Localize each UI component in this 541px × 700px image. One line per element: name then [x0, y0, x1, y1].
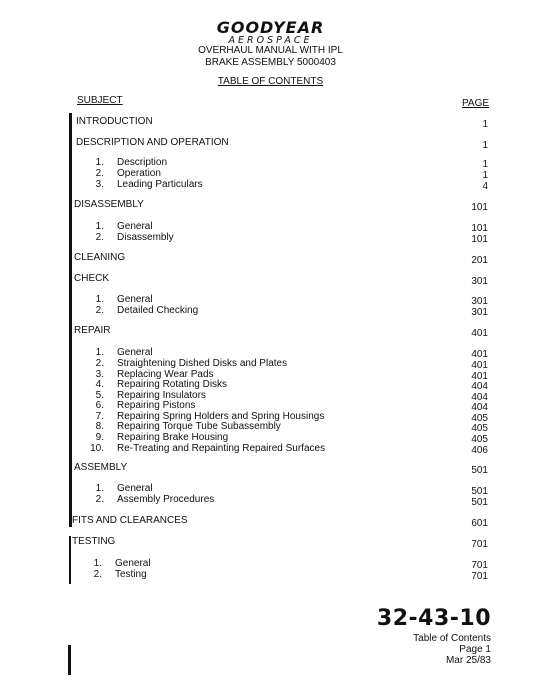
- chapter-code: 32-43-10: [376, 606, 491, 631]
- toc-item-page: 404: [471, 402, 488, 413]
- toc-item-number: 2.: [95, 232, 104, 243]
- toc-item-page: 401: [471, 360, 488, 371]
- toc-item-page: 405: [471, 434, 488, 445]
- toc-item-number: 1.: [95, 483, 104, 494]
- toc-item-label[interactable]: Testing: [115, 569, 147, 580]
- toc-section-title[interactable]: DESCRIPTION AND OPERATION: [76, 137, 229, 148]
- toc-item-label[interactable]: General: [117, 483, 153, 494]
- toc-item-page: 501: [471, 497, 488, 508]
- brand-logo-subtitle: AEROSPACE: [228, 35, 313, 46]
- toc-item-page: 101: [471, 223, 488, 234]
- toc-section-page: 201: [471, 255, 488, 266]
- toc-item-number: 2.: [95, 305, 104, 316]
- toc-title: TABLE OF CONTENTS: [217, 76, 324, 87]
- toc-section-title[interactable]: REPAIR: [74, 325, 111, 336]
- toc-item-page: 405: [471, 413, 488, 424]
- toc-item-label[interactable]: General: [117, 347, 153, 358]
- toc-section-page: 501: [471, 465, 488, 476]
- subject-column-header: SUBJECT: [77, 95, 123, 106]
- toc-section-page: 301: [471, 276, 488, 287]
- toc-item-number: 2.: [95, 494, 104, 505]
- toc-item-label[interactable]: General: [117, 294, 153, 305]
- toc-section-title[interactable]: DISASSEMBLY: [74, 199, 144, 210]
- brand-logo: GOODYEAR: [216, 18, 325, 37]
- toc-item-number: 1.: [95, 157, 104, 168]
- toc-item-number: 7.: [95, 411, 104, 422]
- toc-item-label[interactable]: Disassembly: [117, 232, 174, 243]
- toc-section-page: 701: [471, 539, 488, 550]
- toc-item-number: 2.: [93, 569, 102, 580]
- toc-item-label[interactable]: Repairing Rotating Disks: [117, 379, 228, 390]
- toc-section-title[interactable]: INTRODUCTION: [76, 116, 153, 127]
- assembly-title: BRAKE ASSEMBLY 5000403: [205, 57, 336, 68]
- toc-section-title[interactable]: CLEANING: [74, 252, 126, 263]
- toc-item-page: 301: [471, 307, 488, 318]
- toc-item-number: 1.: [95, 347, 104, 358]
- toc-item-page: 701: [471, 560, 488, 571]
- toc-item-label[interactable]: Detailed Checking: [117, 305, 199, 316]
- toc-item-label[interactable]: Repairing Brake Housing: [117, 432, 229, 443]
- toc-item-number: 2.: [95, 358, 104, 369]
- toc-item-number: 8.: [95, 421, 104, 432]
- toc-item-number: 2.: [95, 168, 104, 179]
- toc-section-title[interactable]: FITS AND CLEARANCES: [72, 515, 188, 526]
- toc-item-page: 404: [471, 381, 488, 392]
- toc-item-number: 1.: [93, 558, 102, 569]
- toc-item-page: 406: [471, 445, 488, 456]
- toc-item-label[interactable]: Repairing Spring Holders and Spring Housings: [117, 411, 325, 422]
- toc-item-page: 401: [471, 371, 488, 382]
- toc-section-title[interactable]: CHECK: [74, 273, 110, 284]
- footer-page-number: Page 1: [459, 644, 491, 655]
- toc-section-page: 1: [482, 140, 488, 151]
- toc-section-page: 1: [482, 119, 488, 130]
- footer-section: Table of Contents: [413, 633, 491, 644]
- toc-item-label[interactable]: General: [117, 221, 153, 232]
- toc-item-number: 3.: [95, 369, 104, 380]
- toc-item-label[interactable]: Leading Particulars: [117, 179, 203, 190]
- toc-item-label[interactable]: Operation: [117, 168, 161, 179]
- toc-item-page: 4: [482, 181, 488, 192]
- toc-item-number: 6.: [95, 400, 104, 411]
- revision-bar: [69, 113, 72, 527]
- toc-item-number: 4.: [95, 379, 104, 390]
- toc-item-number: 1.: [95, 221, 104, 232]
- revision-bar-lower: [69, 536, 71, 584]
- toc-item-page: 501: [471, 486, 488, 497]
- toc-section-title[interactable]: TESTING: [72, 536, 116, 547]
- toc-item-label[interactable]: Repairing Pistons: [117, 400, 196, 411]
- toc-item-page: 1: [482, 159, 488, 170]
- toc-item-label[interactable]: Repairing Insulators: [117, 390, 206, 401]
- toc-section-page: 401: [471, 328, 488, 339]
- toc-item-label[interactable]: Assembly Procedures: [117, 494, 215, 505]
- toc-item-number: 3.: [95, 179, 104, 190]
- toc-item-number: 5.: [95, 390, 104, 401]
- toc-item-label[interactable]: Replacing Wear Pads: [117, 369, 214, 380]
- footer-date: Mar 25/83: [445, 655, 491, 666]
- toc-item-page: 1: [482, 170, 488, 181]
- toc-section-page: 101: [471, 202, 488, 213]
- toc-item-page: 101: [471, 234, 488, 245]
- toc-item-label[interactable]: General: [115, 558, 151, 569]
- toc-item-label[interactable]: Description: [117, 157, 168, 168]
- toc-item-label[interactable]: Repairing Torque Tube Subassembly: [117, 421, 281, 432]
- manual-title: OVERHAUL MANUAL WITH IPL: [198, 45, 343, 56]
- toc-item-page: 405: [471, 423, 488, 434]
- toc-item-page: 401: [471, 349, 488, 360]
- toc-item-number: 9.: [95, 432, 104, 443]
- toc-item-page: 404: [471, 392, 488, 403]
- toc-item-number: 1.: [95, 294, 104, 305]
- toc-item-label[interactable]: Straightening Dished Disks and Plates: [117, 358, 288, 369]
- toc-section-title[interactable]: ASSEMBLY: [74, 462, 128, 473]
- toc-item-page: 701: [471, 571, 488, 582]
- page-column-header: PAGE: [462, 98, 490, 109]
- toc-item-page: 301: [471, 296, 488, 307]
- toc-section-page: 601: [471, 518, 488, 529]
- revision-bar-footer: [68, 645, 71, 675]
- toc-item-label[interactable]: Re-Treating and Repainting Repaired Surfaces: [117, 443, 326, 454]
- toc-item-number: 10.: [90, 443, 104, 454]
